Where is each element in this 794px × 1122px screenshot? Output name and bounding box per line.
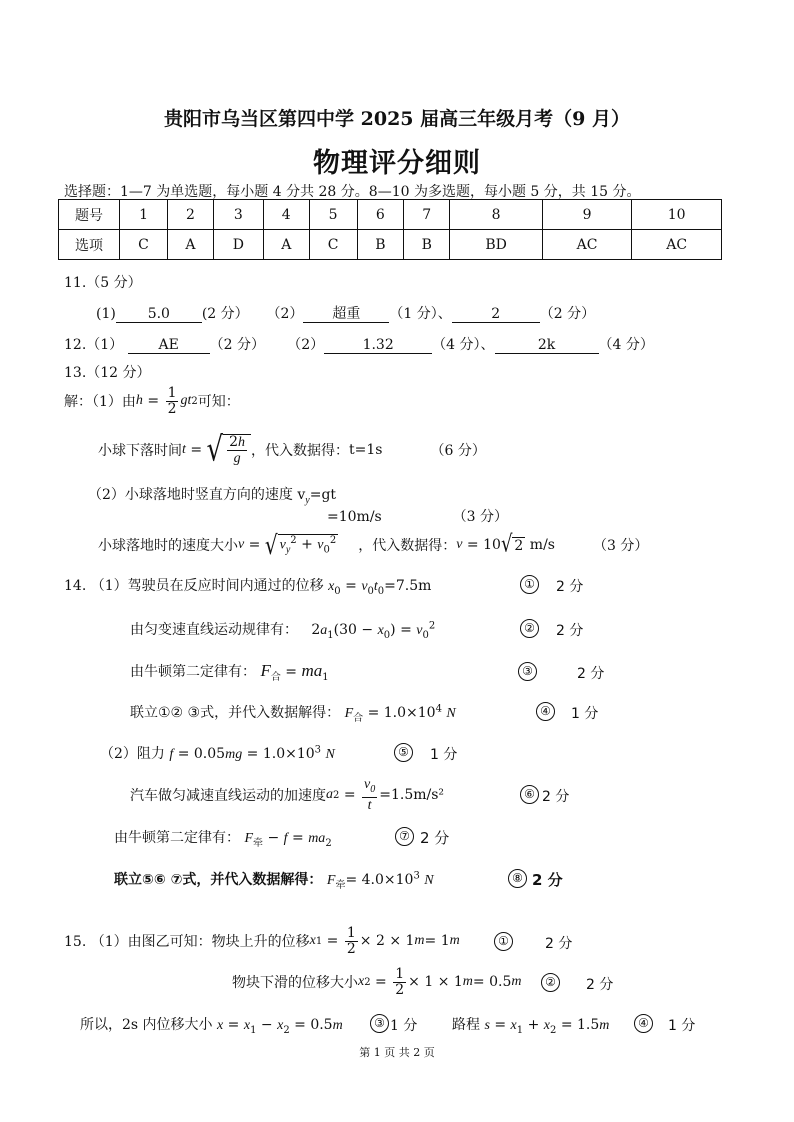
table-row-answers <box>59 230 722 260</box>
table-cell: B <box>404 230 450 260</box>
table-cell: B <box>357 230 403 260</box>
table-cell: 3 <box>213 200 263 230</box>
q14-line4: 联立①② ③式，并代入数据解得： $F_合 = 1.0\times 10^4$ N ④ 1 分 <box>130 703 599 724</box>
q13-line1: 解：（1）由 h = $\frac{1}{2}$ gt 2 可知： <box>64 384 240 417</box>
q11-part1: (1) <box>96 306 116 322</box>
row-label: 选项 <box>59 230 120 260</box>
table-cell: AC <box>632 230 722 260</box>
q14-line8: 联立⑤⑥ ⑦式，并代入数据解得： $F_牵= 4.0\times 10^3$ N ⑧ 2 分 <box>114 870 563 891</box>
table-cell: 6 <box>357 200 403 230</box>
table-cell: 4 <box>263 200 309 230</box>
table-row-numbers <box>59 200 722 230</box>
q12-answer3: 2k <box>495 337 599 354</box>
q13-l2-pre: 小球下落时间 <box>98 443 182 459</box>
q13-l1-pre: 解：（1）由 <box>64 394 136 410</box>
table-cell: 9 <box>542 200 632 230</box>
table-cell: 5 <box>309 200 357 230</box>
doc-title: 物理评分细则 <box>313 148 481 179</box>
table-cell: BD <box>450 230 542 260</box>
q12-part1: 12.（1） <box>64 337 124 353</box>
step-number: ① <box>520 575 539 594</box>
table-cell: A <box>168 230 214 260</box>
q13-heading: 13.（12 分） <box>64 365 151 381</box>
q11-answer2: 超重 <box>303 306 389 323</box>
table-cell: 7 <box>404 200 450 230</box>
table-cell: 1 <box>120 200 168 230</box>
q13-line5: 小球落地时的速度大小 v = √ $v_y^2 + v_0^2$ ，代入数据得： v = 10 √ 2 m/s （3 分） <box>98 529 649 561</box>
row-label: 题号 <box>59 200 120 230</box>
answer-table <box>58 199 722 260</box>
q14-line2: 由匀变速直线运动规律有： $2a_1(30 - x_0) = v_0^2$ ② 2 分 <box>130 620 584 641</box>
q11-line <box>96 303 595 323</box>
formula-h: h <box>135 393 143 408</box>
q12-score3: （4 分） <box>598 337 654 353</box>
table-cell: 2 <box>168 200 214 230</box>
q13-l2-score: （6 分） <box>430 443 486 459</box>
table-cell: C <box>120 230 168 260</box>
q15-line3: 所以，2s 内位移大小 $x = x_1 - x_2 = 0.5m$ ③ 1 分 路程 $s = x_1 + x_2 = 1.5m$ ④ 1 分 <box>80 1016 696 1036</box>
sqrt-formula: √ $\frac{2h}{g}$ <box>207 434 252 466</box>
choice-intro: 选择题：1—7 为单选题，每小题 4 分共 28 分。8—10 为多选题，每小题 5 分，共 15 分。 <box>64 184 641 200</box>
table-cell: D <box>213 230 263 260</box>
q11-score1: (2 分） <box>201 306 249 322</box>
q11-score3: （2 分） <box>539 306 596 322</box>
q11-answer3: 2 <box>452 306 540 323</box>
table-cell: 10 <box>632 200 722 230</box>
q11-answer1: 5.0 <box>116 306 202 323</box>
q14-line5: （2）阻力 $f = 0.05mg = 1.0\times 10^3$ N ⑤ 1 分 <box>100 744 458 763</box>
q12-score1: （2 分） <box>209 337 265 353</box>
q15-line2: 物块下滑的位移大小 x 2 = $\frac{1}{2}$ × 1 × 1 m = 0.5 m ② 2 分 <box>232 965 614 998</box>
q13-l2-res: t=1s <box>349 442 383 458</box>
table-cell: AC <box>542 230 632 260</box>
q14-line7: 由牛顿第二定律有： $F_牵 - f = ma_2$ ⑦ 2 分 <box>114 829 450 849</box>
table-cell: A <box>263 230 309 260</box>
q11-part2: （2） <box>266 306 304 322</box>
table-cell: C <box>309 230 357 260</box>
q13-line2: 小球下落时间 t = √ $\frac{2h}{g}$ ，代入数据得： t=1s （6 分） <box>98 430 486 470</box>
q13-l1-post: 可知： <box>197 394 240 410</box>
school-title: 贵阳市乌当区第四中学 2025 届高三年级月考（9 月） <box>164 108 630 130</box>
q14-line1: 14. （1）驾驶员在反应时间内通过的位移 $x_0 = v_0t_0=7.5m$ ① 2 分 <box>64 577 584 597</box>
q12-line <box>64 334 654 354</box>
q13-l2-mid: ，代入数据得： <box>251 443 350 459</box>
q12-part2: （2） <box>287 337 325 353</box>
q14-line6: 汽车做匀减速直线运动的加速度 a 2 = $\frac{v_0}{t}$ =1.5m/s² ⑥ 2 分 <box>130 777 570 813</box>
q12-answer1: AE <box>128 337 210 354</box>
q11-heading: 11.（5 分） <box>64 275 142 291</box>
q12-score2: （4 分）、 <box>432 337 495 353</box>
q12-answer2: 1.32 <box>324 337 432 354</box>
q13-line3: （2）小球落地时竖直方向的速度 $v_y=gt$ <box>88 487 337 506</box>
table-cell: 8 <box>450 200 542 230</box>
page-number: 第 1 页 共 2 页 <box>359 1046 435 1059</box>
q15-line1: 15. （1）由图乙可知：物块上升的位移 x 1 = $\frac{1}{2}$ × 2 × 1 m = 1 m ① 2 分 <box>64 924 573 957</box>
fraction-half: $\frac{1}{2}$ <box>167 384 177 417</box>
q14-line3: 由牛顿第二定律有： $F_合 = ma_1$ ③ 2 分 <box>130 661 605 683</box>
q11-score2: （1 分）、 <box>389 306 452 322</box>
q13-line4: =10m/s （3 分） <box>327 509 508 525</box>
